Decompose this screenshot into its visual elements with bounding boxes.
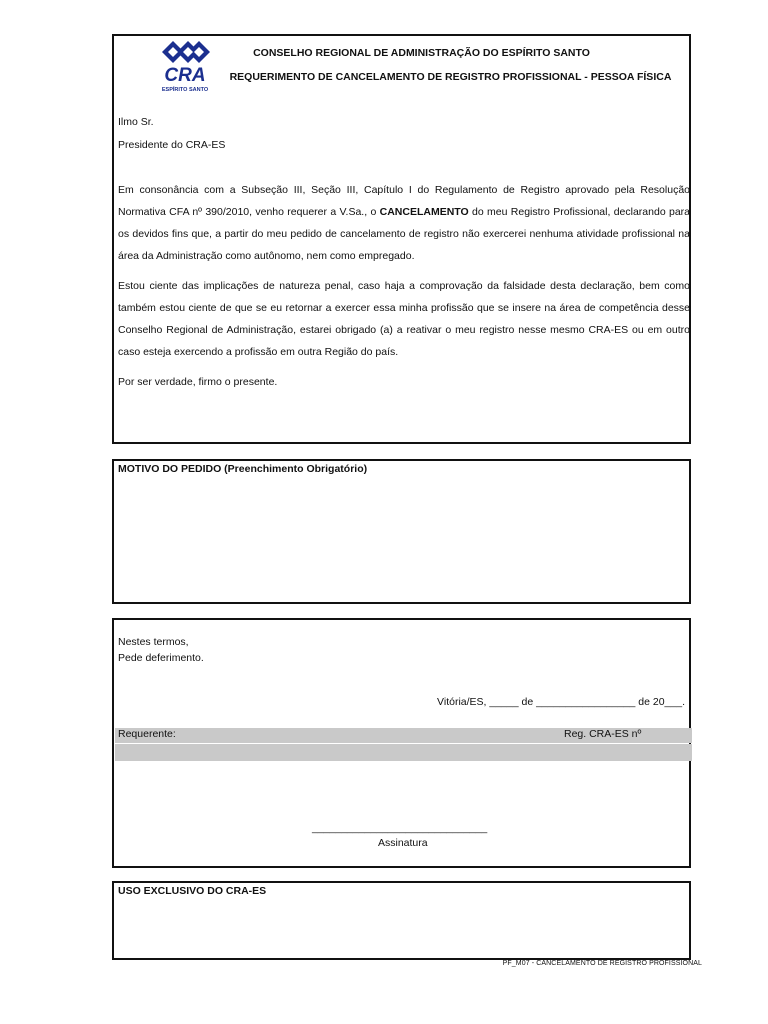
- logo-subtext: ESPÍRITO SANTO: [161, 87, 209, 93]
- closing-statement: Por ser verdade, firmo o presente.: [118, 376, 278, 388]
- paragraph-request-end: do meu Registro Profissional, declarando para os devidos fins que, a partir do meu pedido de cancelamento de registro não exercerei nenhuma atividade profissional na área da Administração como autônomo, nem como empregado.: [118, 206, 691, 262]
- cancelamento-emphasis: CANCELAMENTO: [379, 206, 469, 218]
- signature-label: Assinatura: [378, 837, 428, 849]
- document-title: REQUERIMENTO DE CANCELAMENTO DE REGISTRO PROFISSIONAL - PESSOA FÍSICA: [229, 71, 672, 83]
- addressee: Presidente do CRA-ES: [118, 139, 226, 151]
- office-use-box: [112, 881, 691, 960]
- reason-title: MOTIVO DO PEDIDO (Preenchimento Obrigatório): [118, 463, 368, 475]
- registration-label: Reg. CRA-ES nº: [564, 728, 642, 740]
- organization-title: CONSELHO REGIONAL DE ADMINISTRAÇÃO DO ESPÍRITO SANTO: [253, 47, 590, 59]
- signature-line[interactable]: ______________________________: [312, 822, 488, 834]
- form-code: PF_M07 - CANCELAMENTO DE REGISTRO PROFISSIONAL: [502, 960, 702, 967]
- request-line: Pede deferimento.: [118, 652, 204, 664]
- request-letter-box: [112, 34, 691, 444]
- paragraph-request: [118, 179, 690, 267]
- requerente-row[interactable]: [115, 728, 692, 743]
- paragraph-request-start: Em consonância com a Subseção III, Seção III, Capítulo I do Regulamento de Registro aprovado pela Resolução Normativa CFA nº 390/2010, venho requerer a V.Sa., o: [118, 184, 690, 218]
- date-line[interactable]: Vitória/ES, _____ de _________________ de 20___.: [437, 696, 685, 708]
- office-use-title: USO EXCLUSIVO DO CRA-ES: [118, 885, 267, 897]
- request-closing-box: [112, 618, 691, 868]
- paragraph-declaration: Estou ciente das implicações de natureza penal, caso haja a comprovação da falsidade desta declaração, bem como também estou ciente de que se eu retornar a exercer essa minha profissão que se insere na área de competência desse Conselho Regional de Administração, estarei obrigado (a) a reativar o meu registro nesse mesmo CRA-ES ou em outro caso esteja exercendo a profissão em outra Região do país.: [118, 280, 690, 358]
- requerente-label: Requerente:: [118, 728, 176, 740]
- salutation: Ilmo Sr.: [118, 116, 154, 128]
- terms-line: Nestes termos,: [118, 636, 189, 648]
- logo-text: CRA: [164, 65, 206, 86]
- reason-box[interactable]: [112, 459, 691, 604]
- requerente-field[interactable]: [115, 744, 692, 761]
